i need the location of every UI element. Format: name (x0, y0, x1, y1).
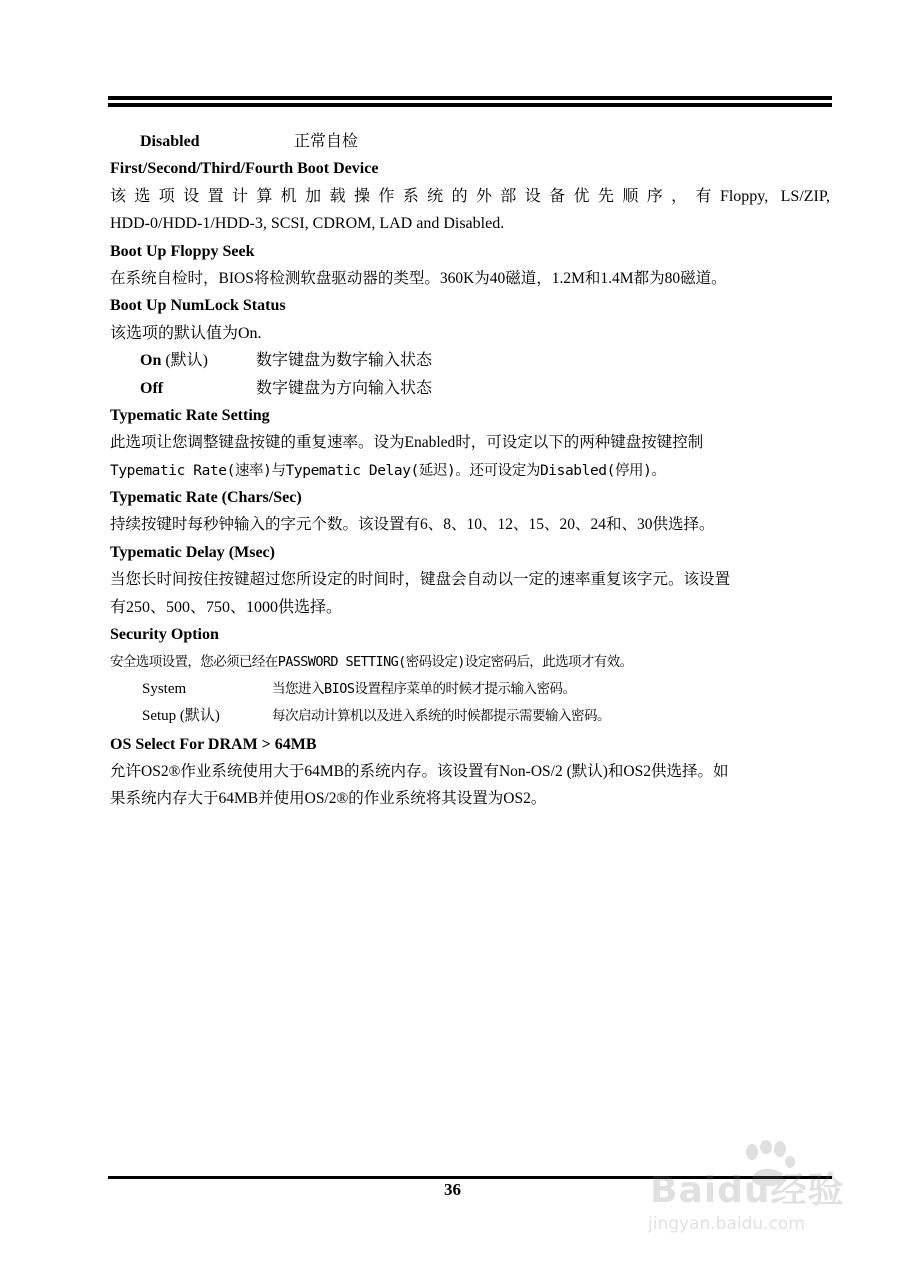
section-heading-os-select: OS Select For DRAM > 64MB (110, 735, 317, 753)
option-desc: 每次启动计算机以及进入系统的时候都提示需要输入密码。 (272, 708, 610, 725)
section-heading-floppy-seek: Boot Up Floppy Seek (110, 242, 255, 260)
option-key: System (142, 680, 187, 697)
section-heading-security: Security Option (110, 626, 219, 644)
paragraph-line: HDD-0/HDD-1/HDD-3, SCSI, CDROM, LAD and Disabled. (110, 215, 505, 233)
section-heading-typematic-rate: Typematic Rate (Chars/Sec) (110, 489, 302, 507)
watermark-url: jingyan.baidu.com (648, 1214, 805, 1234)
paragraph-text: 当您长时间按住按键超过您所设定的时间时，键盘会自动以一定的速率重复该字元。该设置 (110, 571, 731, 589)
header-rule-top (108, 96, 832, 100)
page-number: 36 (444, 1180, 461, 1199)
paragraph-text: 持续按键时每秒钟输入的字元个数。该设置有6、8、10、12、15、20、24和、30供选择。 (110, 516, 715, 534)
paragraph-line: 该选项的默认值为On. (110, 324, 262, 342)
paragraph-text: 此选项让您调整键盘按键的重复速率。设为Enabled时，可设定以下的两种键盘按键控制 (110, 434, 704, 452)
paragraph-line (110, 183, 830, 210)
paragraph-text: 在系统自检时，BIOS将检测软盘驱动器的类型。360K为40磁道，1.2M和1.4M都为80磁道。 (110, 269, 727, 287)
disabled-option-row (110, 128, 830, 155)
option-row-off (110, 375, 830, 402)
paragraph-line (110, 457, 830, 484)
paragraph-line (110, 566, 830, 593)
paragraph-line (110, 429, 830, 456)
section-heading-boot-device: First/Second/Third/Fourth Boot Device (110, 160, 379, 178)
option-desc: 正常自检 (294, 133, 359, 150)
paragraph-text: 允许OS2®作业系统使用大于64MB的系统内存。该设置有Non-OS/2 (默认)和OS2供选择。如 (110, 762, 729, 780)
section-heading-typematic-setting: Typematic Rate Setting (110, 406, 270, 424)
baidu-watermark (640, 1140, 860, 1250)
paragraph-line (110, 265, 830, 292)
option-desc: 数字键盘为数字输入状态 (256, 352, 433, 370)
paragraph-text: Typematic Rate(速率)与Typematic Delay(延迟)。还可设定为Disabled(停用)。 (110, 462, 666, 479)
option-row-on (110, 347, 830, 374)
paragraph-text: 果系统内存大于64MB并使用OS/2®的作业系统将其设置为OS2。 (110, 790, 547, 808)
paragraph-line (110, 758, 830, 785)
paragraph-text: 安全选项设置，您必须已经在PASSWORD SETTING(密码设定)设定密码后，此选项才有效。 (110, 654, 633, 671)
paragraph-line (110, 511, 830, 538)
option-row-system (110, 676, 830, 703)
option-row-setup (110, 703, 830, 730)
paragraph-line (110, 648, 830, 675)
option-key: Disabled (140, 133, 200, 150)
section-heading-typematic-delay: Typematic Delay (Msec) (110, 543, 275, 561)
option-desc: 数字键盘为方向输入状态 (256, 379, 433, 397)
watermark-brand: Baidu经验 (650, 1170, 845, 1211)
header-rule-bottom (108, 103, 832, 107)
paragraph-line: 有250、500、750、1000供选择。 (110, 598, 343, 616)
document-body (110, 128, 830, 813)
paragraph-line (110, 785, 830, 812)
option-desc: 当您进入BIOS设置程序菜单的时候才提示输入密码。 (272, 680, 576, 697)
section-heading-numlock: Boot Up NumLock Status (110, 297, 286, 315)
option-key: Setup (默认) (142, 708, 220, 725)
paragraph-text: 该选项设置计算机加载操作系统的外部设备优先顺序，有Floppy, LS/ZIP, (110, 187, 830, 205)
option-key: On (默认) (140, 352, 209, 370)
option-key: Off (140, 379, 164, 397)
